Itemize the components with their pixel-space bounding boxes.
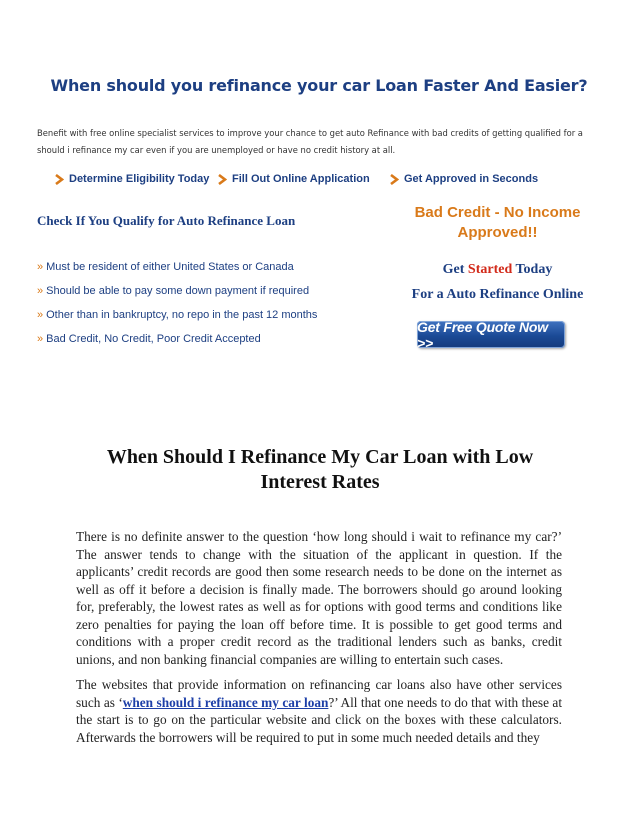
chevron-right-icon xyxy=(390,174,399,185)
requirement-item xyxy=(37,261,294,273)
step-application xyxy=(218,173,370,185)
promo-headline-line2: Approved!! xyxy=(457,224,538,241)
article-paragraph xyxy=(76,676,562,746)
get-free-quote-button[interactable]: Get Free Quote Now >> xyxy=(417,321,565,348)
bullet-icon: » xyxy=(37,285,44,297)
paragraph-text: ?’ All that one needs to do that with these at the start is to go on the particular website and click on the boxes with these calculators. Afterwards the borrowers will be required to put in some much needed details and they xyxy=(76,694,563,745)
step-eligibility xyxy=(55,173,209,185)
section-heading-line2: Interest Rates xyxy=(260,471,380,493)
bullet-icon: » xyxy=(37,261,44,273)
intro-text: Benefit with free online specialist services to improve your chance to get auto Refinance with bad credits of getting qualified for a should i refinance my car even if you are unemployed or have no credit history at all. xyxy=(37,128,583,155)
page-title: When should you refinance your car Loan Faster And Easier? xyxy=(50,76,588,95)
step-label: Get Approved in Seconds xyxy=(404,173,539,185)
requirement-text: Must be resident of either United States or Canada xyxy=(46,261,294,273)
promo-subline: For a Auto Refinance Online xyxy=(411,287,584,302)
requirement-text: Other than in bankruptcy, no repo in the past 12 months xyxy=(46,309,318,321)
requirement-text: Bad Credit, No Credit, Poor Credit Accepted xyxy=(46,333,261,345)
paragraph-text: The websites that provide information on refinancing car loans also have other services such as ‘ xyxy=(76,677,562,710)
requirement-item xyxy=(37,333,261,345)
promo-get-word: Get xyxy=(442,262,465,277)
chevron-right-icon xyxy=(55,174,64,185)
chevron-right-icon xyxy=(218,174,227,185)
qualify-title: Check If You Qualify for Auto Refinance Loan xyxy=(37,213,296,228)
step-label: Fill Out Online Application xyxy=(232,173,370,185)
bullet-icon: » xyxy=(37,309,44,321)
section-heading xyxy=(60,445,580,495)
promo-headline-line1: Bad Credit - No Income xyxy=(414,204,581,221)
step-approved xyxy=(390,173,538,185)
promo-started-word: Started xyxy=(467,262,513,277)
article-paragraph: There is no definite answer to the question ‘how long should i wait to refinance my car?’ The answer tends to change with the situation of the applicant in question. If the applicants’ credit records are good then some research needs to be done on the internet as well as off it before a decision is finally made. The borrowers should go around looking for, preferably, the lowest rates as well as for options with good terms and conditions like zero penalties for paying the loan off before time. It is possible to get good terms and conditions with a proper credit record as the traditional lenders such as banks, credit unions, and non banking financial companies are willing to entertain such cases. xyxy=(76,529,562,667)
requirement-item xyxy=(37,285,309,297)
promo-get-started xyxy=(385,262,610,278)
section-heading-line1: When Should I Refinance My Car Loan with Low xyxy=(106,446,534,468)
promo-today-word: Today xyxy=(515,262,553,277)
bullet-icon: » xyxy=(37,333,44,345)
step-label: Determine Eligibility Today xyxy=(69,173,210,185)
refinance-link[interactable]: when should i refinance my car loan xyxy=(122,694,329,710)
requirement-text: Should be able to pay some down payment if required xyxy=(46,285,310,297)
promo-headline xyxy=(385,203,610,243)
requirement-item xyxy=(37,309,317,321)
